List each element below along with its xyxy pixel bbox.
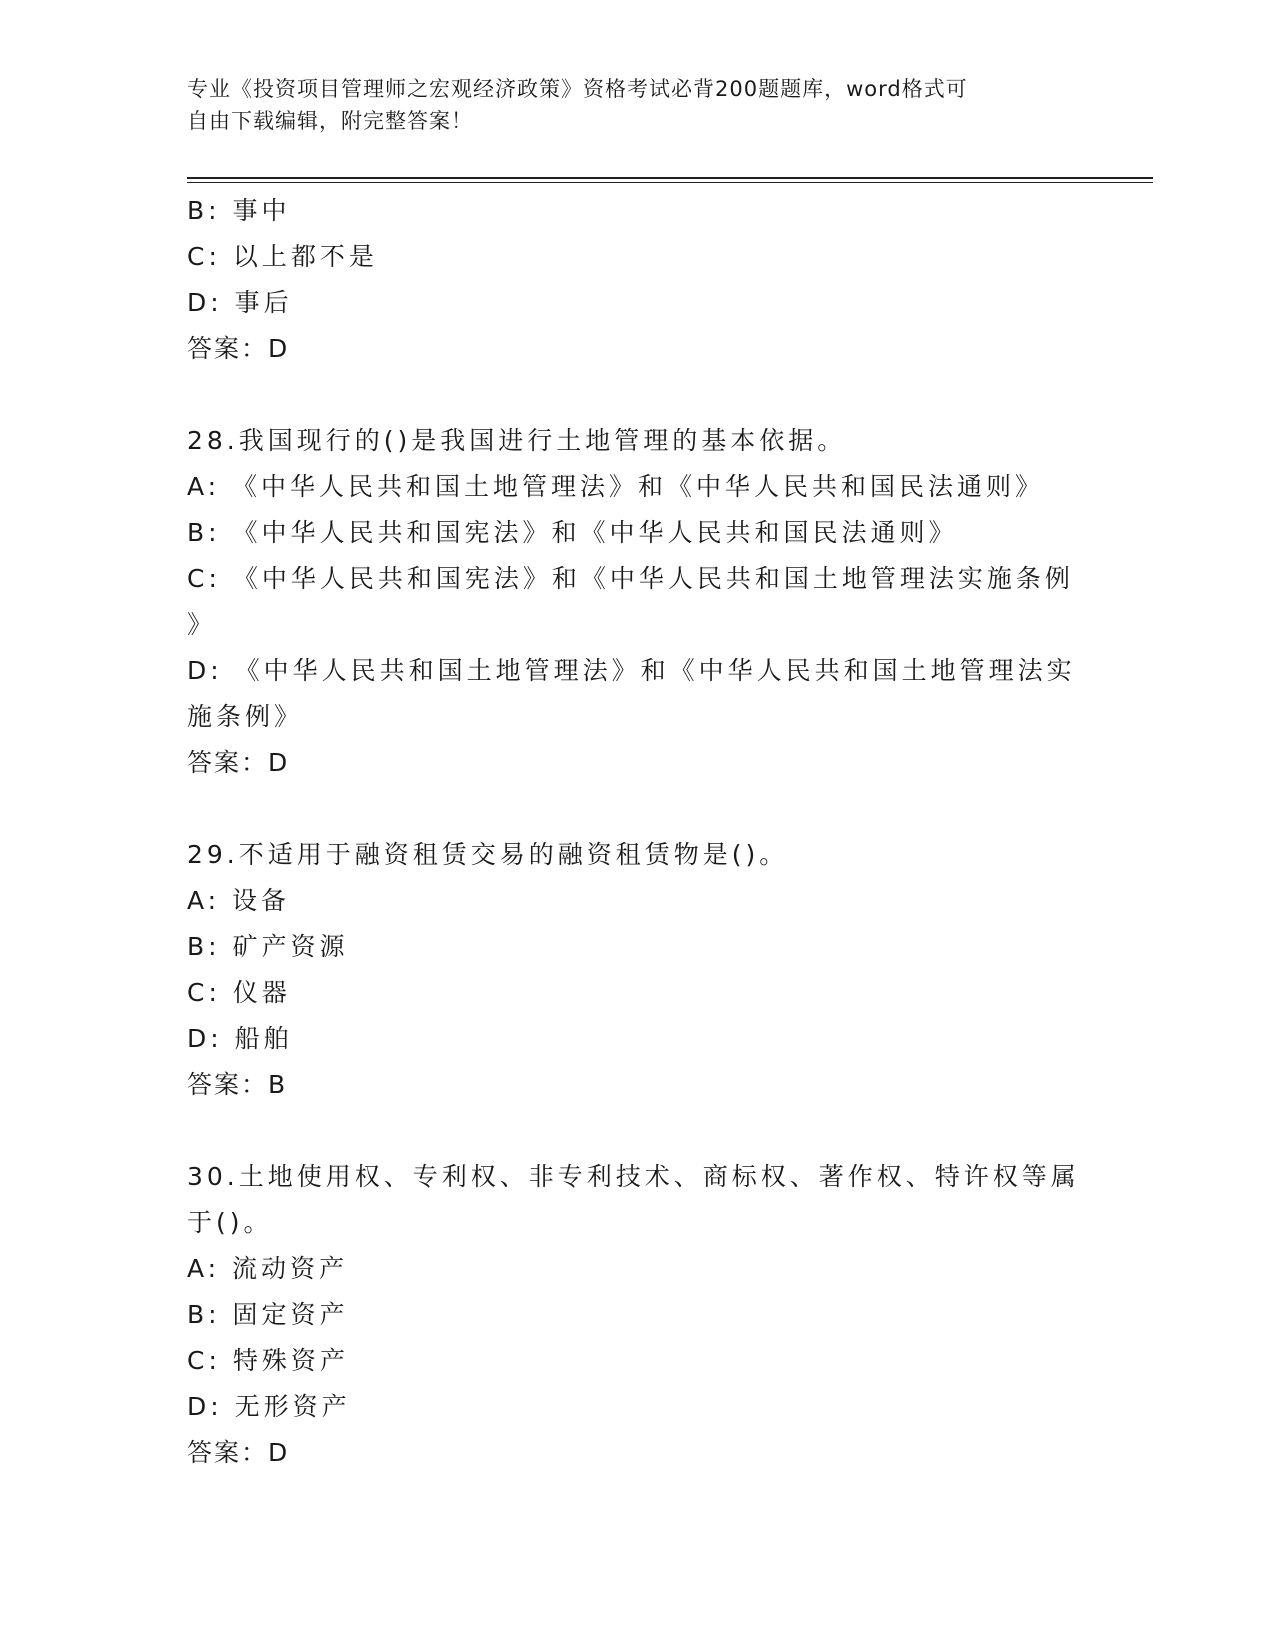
question-29 (187, 832, 1077, 1108)
option-a: A: 《中华人民共和国土地管理法》和《中华人民共和国民法通则》 (187, 472, 1045, 501)
answer-line: 答案：D (187, 334, 290, 363)
option-c: C: 《中华人民共和国宪法》和《中华人民共和国土地管理法实施条例 (187, 564, 1074, 593)
question-text-continued: 于()。 (187, 1208, 273, 1237)
question-text: 30.土地使用权、专利权、非专利技术、商标权、著作权、特许权等属 (187, 1162, 1080, 1191)
option-c: C: 仪器 (187, 978, 291, 1007)
spacer (187, 372, 1077, 418)
header-line-1: 专业《投资项目管理师之宏观经济政策》资格考试必背200题题库，word格式可 (187, 77, 968, 101)
question-text: 28.我国现行的()是我国进行土地管理的基本依据。 (187, 426, 847, 455)
question-28 (187, 418, 1077, 786)
option-d: D: 《中华人民共和国土地管理法》和《中华人民共和国土地管理法实 (187, 656, 1076, 685)
answer-line: 答案：D (187, 748, 290, 777)
header-divider-thick (187, 177, 1153, 179)
option-d: D: 无形资产 (187, 1392, 351, 1421)
option-c: C: 特殊资产 (187, 1346, 349, 1375)
option-c: C: 以上都不是 (187, 242, 378, 271)
previous-question-tail (187, 188, 1077, 372)
answer-line: 答案：B (187, 1070, 288, 1099)
option-b: B: 事中 (187, 196, 291, 225)
document-header (187, 73, 1067, 137)
option-d: D: 事后 (187, 288, 293, 317)
option-a: A: 流动资产 (187, 1254, 349, 1283)
option-a: A: 设备 (187, 886, 291, 915)
option-b: B: 矿产资源 (187, 932, 349, 961)
option-b: B: 《中华人民共和国宪法》和《中华人民共和国民法通则》 (187, 518, 958, 547)
option-b: B: 固定资产 (187, 1300, 349, 1329)
header-line-2: 自由下载编辑，附完整答案！ (187, 109, 473, 133)
spacer (187, 1108, 1077, 1154)
option-d: D: 船舶 (187, 1024, 293, 1053)
question-text: 29.不适用于融资租赁交易的融资租赁物是()。 (187, 840, 789, 869)
question-list (187, 188, 1080, 1476)
question-30 (187, 1154, 1080, 1476)
option-d-continued: 施条例》 (187, 702, 304, 731)
spacer (187, 786, 1077, 832)
option-c-continued: 》 (187, 610, 217, 639)
answer-line: 答案：D (187, 1438, 290, 1467)
header-divider-thin (187, 182, 1153, 183)
